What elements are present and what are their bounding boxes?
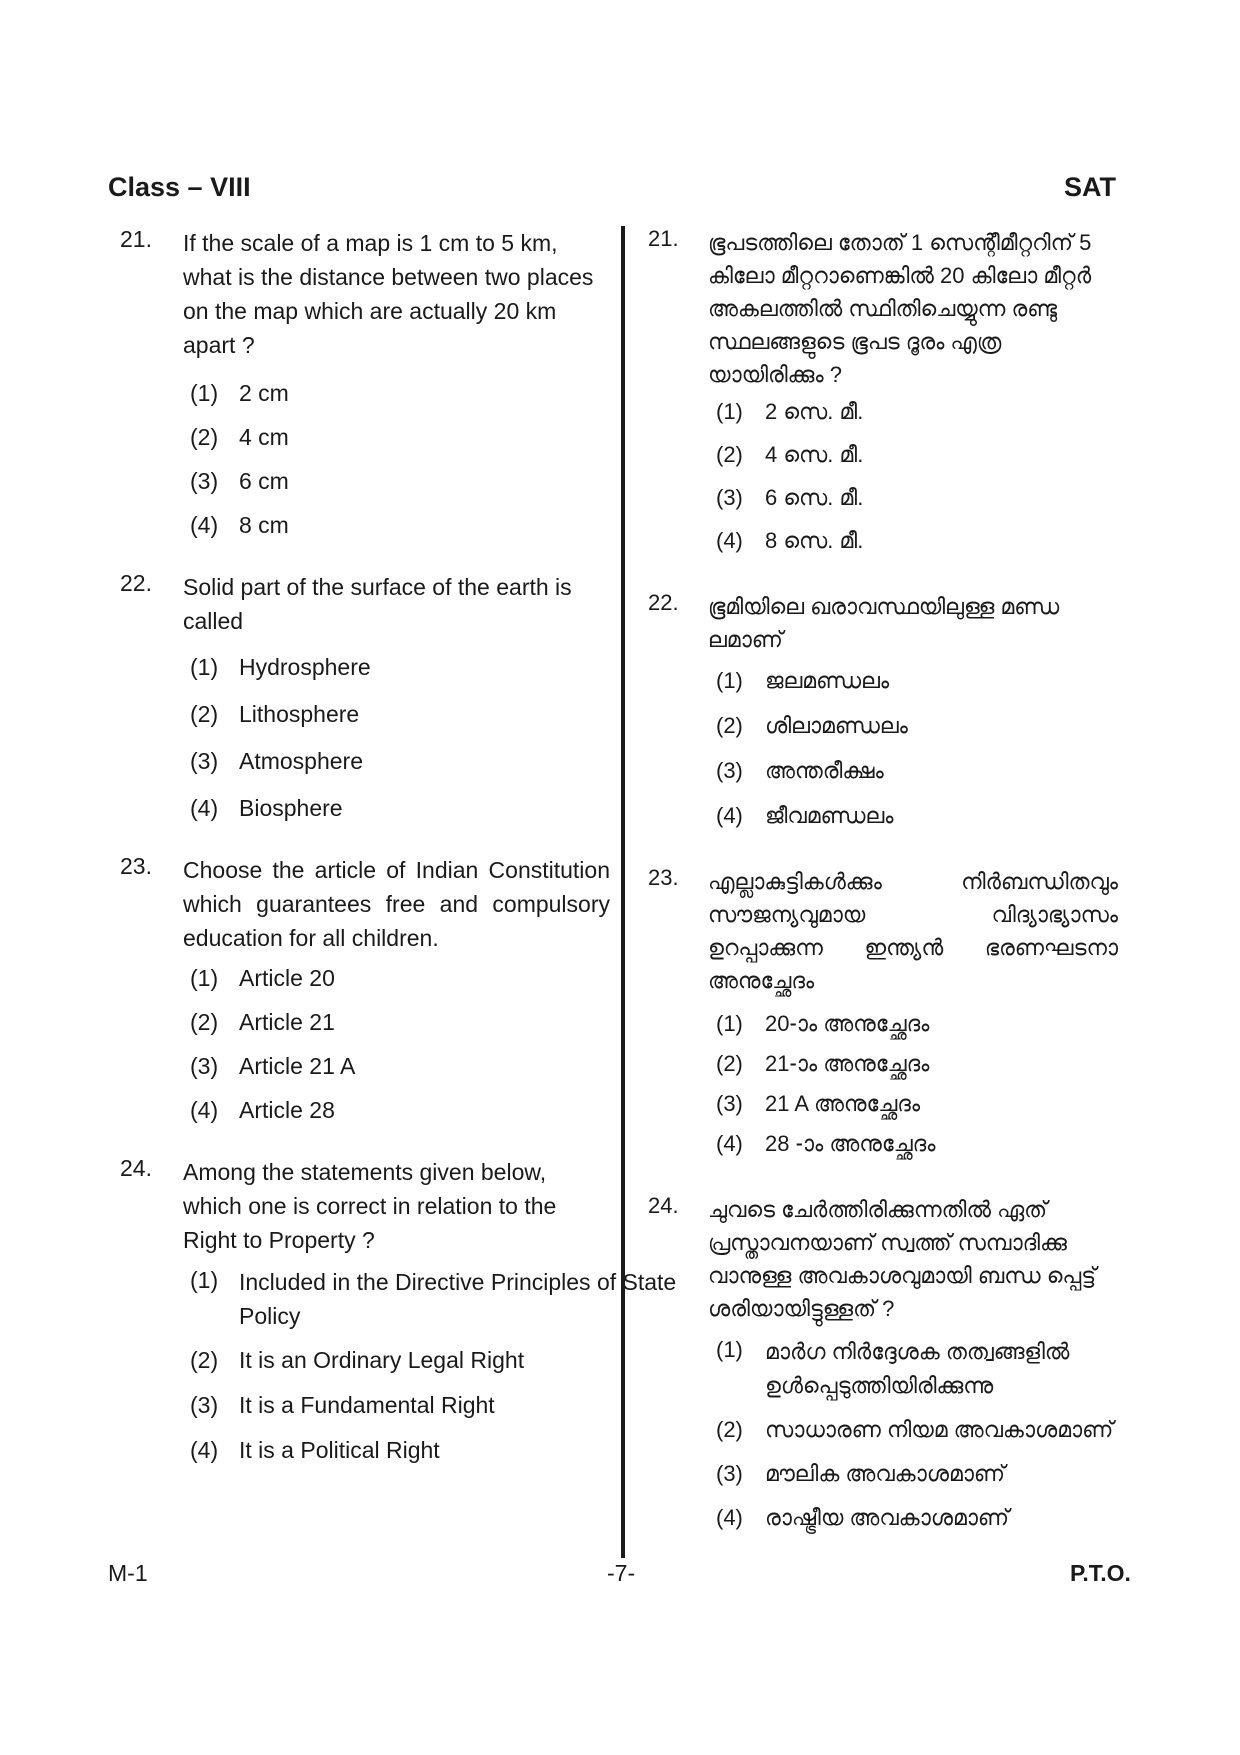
option bbox=[190, 652, 610, 682]
option-label: (2) bbox=[716, 442, 743, 467]
option bbox=[716, 1049, 1118, 1079]
option bbox=[190, 1435, 610, 1465]
option-label: (1) bbox=[716, 1337, 743, 1362]
question-number: 24. bbox=[120, 1155, 152, 1181]
option bbox=[716, 1129, 1118, 1159]
question-text: Choose the article of Indian Constitution which guarantees free and compulsory education for all children. bbox=[183, 857, 610, 951]
option-label: (1) bbox=[716, 1011, 743, 1036]
option-label: (4) bbox=[716, 1131, 743, 1156]
option-label: (3) bbox=[190, 1053, 219, 1079]
option-text: 8 cm bbox=[239, 512, 289, 538]
option-label: (3) bbox=[716, 1091, 743, 1116]
option-label: (3) bbox=[190, 748, 219, 774]
question-24-en bbox=[120, 1155, 677, 1465]
option-text: 20-ാം അനുച്ഛേദം bbox=[765, 1011, 930, 1036]
question-24-ml bbox=[648, 1193, 1118, 1533]
option-text: 2 cm bbox=[239, 380, 289, 406]
option bbox=[190, 510, 610, 540]
option bbox=[190, 378, 610, 408]
pto-label: P.T.O. bbox=[1070, 1560, 1131, 1586]
malayalam-column bbox=[648, 226, 1118, 1533]
page-number: -7- bbox=[607, 1560, 636, 1586]
option bbox=[716, 666, 1118, 696]
option bbox=[716, 1009, 1118, 1039]
question-number: 23. bbox=[648, 865, 679, 890]
option-label: (2) bbox=[190, 1009, 219, 1035]
question-text: എല്ലാകുട്ടികൾക്കും നിർബന്ധിതവും സൗജന്യവുമായ വിദ്യാഭ്യാസം ഉറപ്പാക്കുന്ന ഇന്ത്യൻ ഭരണഘടനാ അനുച്ഛേദം bbox=[708, 869, 1118, 993]
option-label: (2) bbox=[716, 1051, 743, 1076]
question-22-en bbox=[120, 570, 610, 823]
option-label: (3) bbox=[716, 758, 743, 783]
option bbox=[716, 711, 1118, 741]
option bbox=[716, 397, 1118, 427]
option bbox=[716, 1503, 1118, 1533]
option bbox=[190, 1345, 610, 1375]
option-label: (3) bbox=[716, 1461, 743, 1486]
option-label: (2) bbox=[716, 713, 743, 738]
option-text: ജീവമണ്ഡലം bbox=[765, 803, 894, 828]
option bbox=[190, 466, 610, 496]
option bbox=[190, 422, 610, 452]
option-text: Atmosphere bbox=[239, 748, 364, 774]
english-column bbox=[120, 226, 677, 1465]
option bbox=[716, 756, 1118, 786]
option-text: 4 സെ. മീ. bbox=[765, 442, 864, 467]
option bbox=[716, 801, 1118, 831]
option-label: (3) bbox=[716, 485, 743, 510]
option-text: 21-ാം അനുച്ഛേദം bbox=[765, 1051, 930, 1076]
question-21-en bbox=[120, 226, 610, 540]
option-label: (1) bbox=[716, 668, 743, 693]
option bbox=[716, 1335, 1116, 1403]
option-text: ശിലാമണ്ഡലം bbox=[765, 713, 908, 738]
question-number: 21. bbox=[648, 226, 679, 251]
option-text: 8 സെ. മീ. bbox=[765, 528, 864, 553]
option bbox=[716, 1089, 1118, 1119]
option-text: Article 20 bbox=[239, 965, 335, 991]
option-label: (4) bbox=[190, 1437, 219, 1463]
option bbox=[190, 1051, 610, 1081]
question-text: If the scale of a map is 1 cm to 5 km, what is the distance between two places on the map which are actually 20 km apart ? bbox=[183, 230, 594, 358]
option-label: (1) bbox=[190, 654, 219, 680]
option-label: (4) bbox=[716, 1505, 743, 1530]
option-text: 6 cm bbox=[239, 468, 289, 494]
option-text: Article 28 bbox=[239, 1097, 335, 1123]
option-text: മാർഗ നിർദ്ദേശക തത്വങ്ങളിൽ ഉൾപ്പെടുത്തിയിരിക്കുന്നു bbox=[765, 1339, 1070, 1398]
option-label: (4) bbox=[190, 1097, 219, 1123]
option-label: (3) bbox=[190, 1392, 219, 1418]
option-label: (2) bbox=[190, 701, 219, 727]
option-label: (2) bbox=[190, 1347, 219, 1373]
option-text: Included in the Directive Principles of State Policy bbox=[239, 1269, 677, 1329]
option bbox=[190, 1390, 610, 1420]
option-label: (2) bbox=[716, 1417, 743, 1442]
option-text: രാഷ്ട്രീയ അവകാശമാണ് bbox=[765, 1505, 1010, 1530]
option-label: (1) bbox=[190, 1267, 219, 1293]
option-label: (3) bbox=[190, 468, 219, 494]
option bbox=[190, 746, 610, 776]
question-text: Among the statements given below, which one is correct in relation to the Right to Property ? bbox=[183, 1159, 557, 1253]
option-label: (4) bbox=[190, 512, 219, 538]
option-text: 4 cm bbox=[239, 424, 289, 450]
option-text: Hydrosphere bbox=[239, 654, 371, 680]
option bbox=[716, 483, 1118, 513]
option-text: സാധാരണ നിയമ അവകാശമാണ് bbox=[765, 1417, 1114, 1442]
question-number: 22. bbox=[120, 570, 152, 596]
option-text: It is a Fundamental Right bbox=[239, 1392, 495, 1418]
option-text: Biosphere bbox=[239, 795, 343, 821]
option-text: അന്തരീക്ഷം bbox=[765, 758, 884, 783]
option bbox=[190, 793, 610, 823]
option-text: 2 സെ. മീ. bbox=[765, 399, 864, 424]
question-number: 24. bbox=[648, 1193, 679, 1218]
question-text: Solid part of the surface of the earth is called bbox=[183, 574, 572, 634]
question-23-ml bbox=[648, 865, 1118, 1159]
question-21-ml bbox=[648, 226, 1118, 556]
option-label: (4) bbox=[716, 803, 743, 828]
option-text: മൗലിക അവകാശമാണ് bbox=[765, 1461, 1006, 1486]
option-text: 21 A അനുച്ഛേദം bbox=[765, 1091, 921, 1116]
option bbox=[190, 1095, 610, 1125]
column-divider bbox=[621, 226, 625, 1558]
question-23-en bbox=[120, 853, 610, 1125]
paper-code: M-1 bbox=[108, 1560, 148, 1586]
option-text: It is an Ordinary Legal Right bbox=[239, 1347, 525, 1373]
option-text: It is a Political Right bbox=[239, 1437, 440, 1463]
question-number: 22. bbox=[648, 590, 679, 615]
option bbox=[716, 440, 1118, 470]
option-label: (4) bbox=[190, 795, 219, 821]
option bbox=[190, 699, 610, 729]
option bbox=[716, 526, 1118, 556]
question-22-ml bbox=[648, 590, 1118, 831]
class-label: Class – VIII bbox=[108, 172, 251, 202]
option-label: (1) bbox=[190, 380, 219, 406]
question-text: ഭൂമിയിലെ ഖരാവസ്ഥയിലുള്ള മണ്ഡ ലമാണ് bbox=[708, 594, 1060, 652]
option bbox=[190, 963, 610, 993]
option-label: (1) bbox=[190, 965, 219, 991]
option bbox=[716, 1459, 1118, 1489]
option bbox=[716, 1415, 1118, 1445]
option-text: ജലമണ്ഡലം bbox=[765, 668, 890, 693]
option-text: 28 -ാം അനുച്ഛേദം bbox=[765, 1131, 936, 1156]
option bbox=[190, 1265, 690, 1333]
option-text: Article 21 bbox=[239, 1009, 335, 1035]
option bbox=[190, 1007, 610, 1037]
question-number: 23. bbox=[120, 853, 152, 879]
option-text: 6 സെ. മീ. bbox=[765, 485, 864, 510]
question-text: ഭൂപടത്തിലെ തോത് 1 സെന്റീമീറ്ററിന് 5 കിലോ മീറ്ററാണെങ്കിൽ 20 കിലോ മീറ്റർ അകലത്തിൽ സ്ഥിതിചെയ്യുന്ന രണ്ടു സ്ഥലങ്ങളുടെ ഭൂപട ദൂരം എത്ര യായിരിക്കും ? bbox=[708, 230, 1092, 387]
question-text: ചുവടെ ചേർത്തിരിക്കുന്നതിൽ ഏത് പ്രസ്താവനയാണ് സ്വത്ത് സമ്പാദിക്കു വാനുള്ള അവകാശവുമായി ബന്ധ പ്പെട്ട് ശരിയായിട്ടുള്ളത് ? bbox=[708, 1197, 1097, 1321]
option-label: (4) bbox=[716, 528, 743, 553]
option-label: (1) bbox=[716, 399, 743, 424]
option-text: Lithosphere bbox=[239, 701, 360, 727]
question-number: 21. bbox=[120, 226, 152, 252]
exam-label: SAT bbox=[1064, 172, 1116, 202]
option-label: (2) bbox=[190, 424, 219, 450]
option-text: Article 21 A bbox=[239, 1053, 356, 1079]
